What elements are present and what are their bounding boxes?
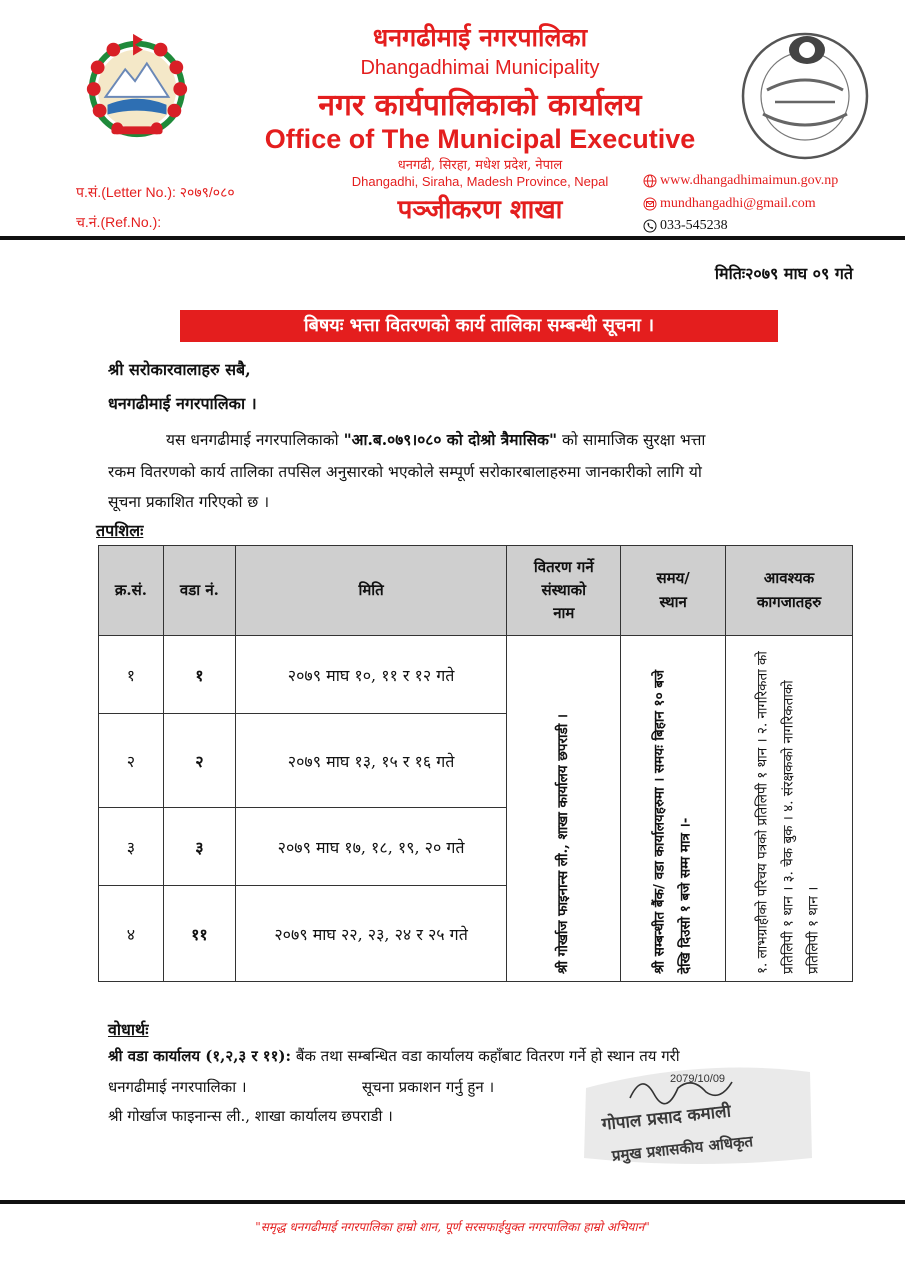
address-nepali: धनगढी, सिरहा, मधेश प्रदेश, नेपाल xyxy=(397,158,563,173)
cell-sn: १ xyxy=(99,636,164,714)
cell-sn: २ xyxy=(99,714,164,808)
header-org: वितरण गर्ने संस्थाको नाम xyxy=(507,546,621,636)
cell-date: २०७९ माघ १३, १५ र १६ गते xyxy=(235,714,507,808)
documents-text: १. लाभग्राहीको परिचय पत्रको प्रतिलिपी १ थान । २. नागरिकता को प्रतिलिपी १ थान । ३. चेक बुक । ४. संरक्षकको नागरिकताको प्रतिलिपी १ थान । xyxy=(754,650,822,974)
website-line xyxy=(643,173,838,189)
signature-stamp xyxy=(580,1058,815,1168)
cell-ward: १ xyxy=(163,636,235,714)
addressee-line-1: श्री सरोकारवालाहरु सबै, xyxy=(108,360,251,379)
nepal-emblem-icon xyxy=(78,28,196,146)
email-line xyxy=(643,196,816,212)
signature-date: 2079/10/09 xyxy=(670,1073,726,1085)
signatory-name: गोपाल प्रसाद कमाली xyxy=(600,1101,732,1135)
address-english: Dhangadhi, Siraha, Madesh Province, Nepal xyxy=(351,174,609,189)
cell-time-place xyxy=(621,636,726,982)
cell-documents xyxy=(726,636,853,982)
signatory-title: प्रमुख प्रशासकीय अधिकृत xyxy=(611,1132,754,1165)
cc-title: वोधार्थः xyxy=(108,1020,149,1039)
cc-line-1: श्री वडा कार्यालय (१,२,३ र ११): बैंक तथा सम्बन्धित वडा कार्यालय कहाँबाट वितरण गर्ने हो स्थान तय गरी xyxy=(108,1047,680,1065)
table-row xyxy=(99,636,853,714)
cell-sn: ४ xyxy=(99,886,164,982)
cell-date: २०७९ माघ १७, १८, १९, २० गते xyxy=(235,808,507,886)
cell-ward: ११ xyxy=(163,886,235,982)
header-documents: आवश्यक कागजातहरु xyxy=(726,546,853,636)
table-title: तपशिलः xyxy=(96,521,144,540)
table-header-row xyxy=(99,546,853,636)
cell-ward: २ xyxy=(163,714,235,808)
phone-icon xyxy=(643,219,657,233)
municipality-name-english: Dhangadhimai Municipality xyxy=(360,57,600,79)
footer-slogan: "समृद्ध धनगढीमाई नगरपालिका हाम्रो शान, पूर्ण सरसफाईयुक्त नगरपालिका हाम्रो अभियान" xyxy=(255,1220,650,1234)
body-line-2: रकम वितरणको कार्य तालिका तपसिल अनुसारको भएकोले सम्पूर्ण सरोकारबालाहरुमा जानकारीको लागि यो xyxy=(108,463,702,481)
body-line-1: यस धनगढीमाई नगरपालिकाको "आ.ब.०७९।०८० को दोश्रो त्रैमासिक" को सामाजिक सुरक्षा भत्ता xyxy=(166,430,706,449)
office-name-nepali: नगर कार्यपालिकाको कार्यालय xyxy=(318,88,642,123)
reference-number: च.नं.(Ref.No.): xyxy=(76,214,162,230)
fiscal-year-highlight: "आ.ब.०७९।०८० को दोश्रो त्रैमासिक" xyxy=(343,430,558,449)
cell-organization xyxy=(507,636,621,982)
time-place-text: श्री सम्बन्धीत बैंक/ वडा कार्यालयहरुमा । समयः बिहान १० बजे देखि दिउसो १ बजे सम्म मात्र ।- xyxy=(651,669,694,974)
notice-date: मितिः२०७९ माघ ०९ गते xyxy=(714,264,853,283)
footer-divider xyxy=(0,1200,905,1204)
website-text[interactable]: www.dhangadhimaimun.gov.np xyxy=(660,173,839,188)
office-name-english: Office of The Municipal Executive xyxy=(264,124,696,154)
organization-text: श्री गोर्खाज फाइनान्स ली., शाखा कार्यालय छपराडी । xyxy=(554,713,571,974)
cc-line-3: श्री गोर्खाज फाइनान्स ली., शाखा कार्यालय छपराडी । xyxy=(108,1107,393,1125)
cell-date: २०७९ माघ २२, २३, २४ र २५ गते xyxy=(235,886,507,982)
body-line-3: सूचना प्रकाशित गरिएको छ । xyxy=(108,493,270,511)
cell-date: २०७९ माघ १०, ११ र १२ गते xyxy=(235,636,507,714)
phone-line xyxy=(643,218,728,234)
header-date: मिति xyxy=(235,546,507,636)
header-divider xyxy=(0,236,905,240)
phone-text: 033-545238 xyxy=(660,218,728,233)
cc-line-2a: धनगढीमाई नगरपालिका । xyxy=(108,1078,247,1096)
email-text[interactable]: mundhangadhi@gmail.com xyxy=(660,196,816,211)
municipality-name-nepali: धनगढीमाई नगरपालिका xyxy=(372,23,588,52)
distribution-schedule-table xyxy=(98,545,853,982)
cell-sn: ३ xyxy=(99,808,164,886)
office-seal-icon xyxy=(735,18,875,168)
globe-icon xyxy=(643,174,657,188)
header-ward: वडा नं. xyxy=(163,546,235,636)
cell-ward: ३ xyxy=(163,808,235,886)
header-time-place: समय/ स्थान xyxy=(621,546,726,636)
cc-line-2b: सूचना प्रकाशन गर्नु हुन । xyxy=(362,1078,495,1096)
notice-subject: बिषयः भत्ता वितरणको कार्य तालिका सम्बन्धी सूचना । xyxy=(180,310,778,342)
header-sn: क्र.सं. xyxy=(99,546,164,636)
letter-number: प.सं.(Letter No.): २०७९/०८० xyxy=(76,184,235,200)
addressee-line-2: धनगढीमाई नगरपालिका । xyxy=(108,394,257,413)
section-name: पञ्जीकरण शाखा xyxy=(397,195,563,225)
email-icon xyxy=(643,197,657,211)
